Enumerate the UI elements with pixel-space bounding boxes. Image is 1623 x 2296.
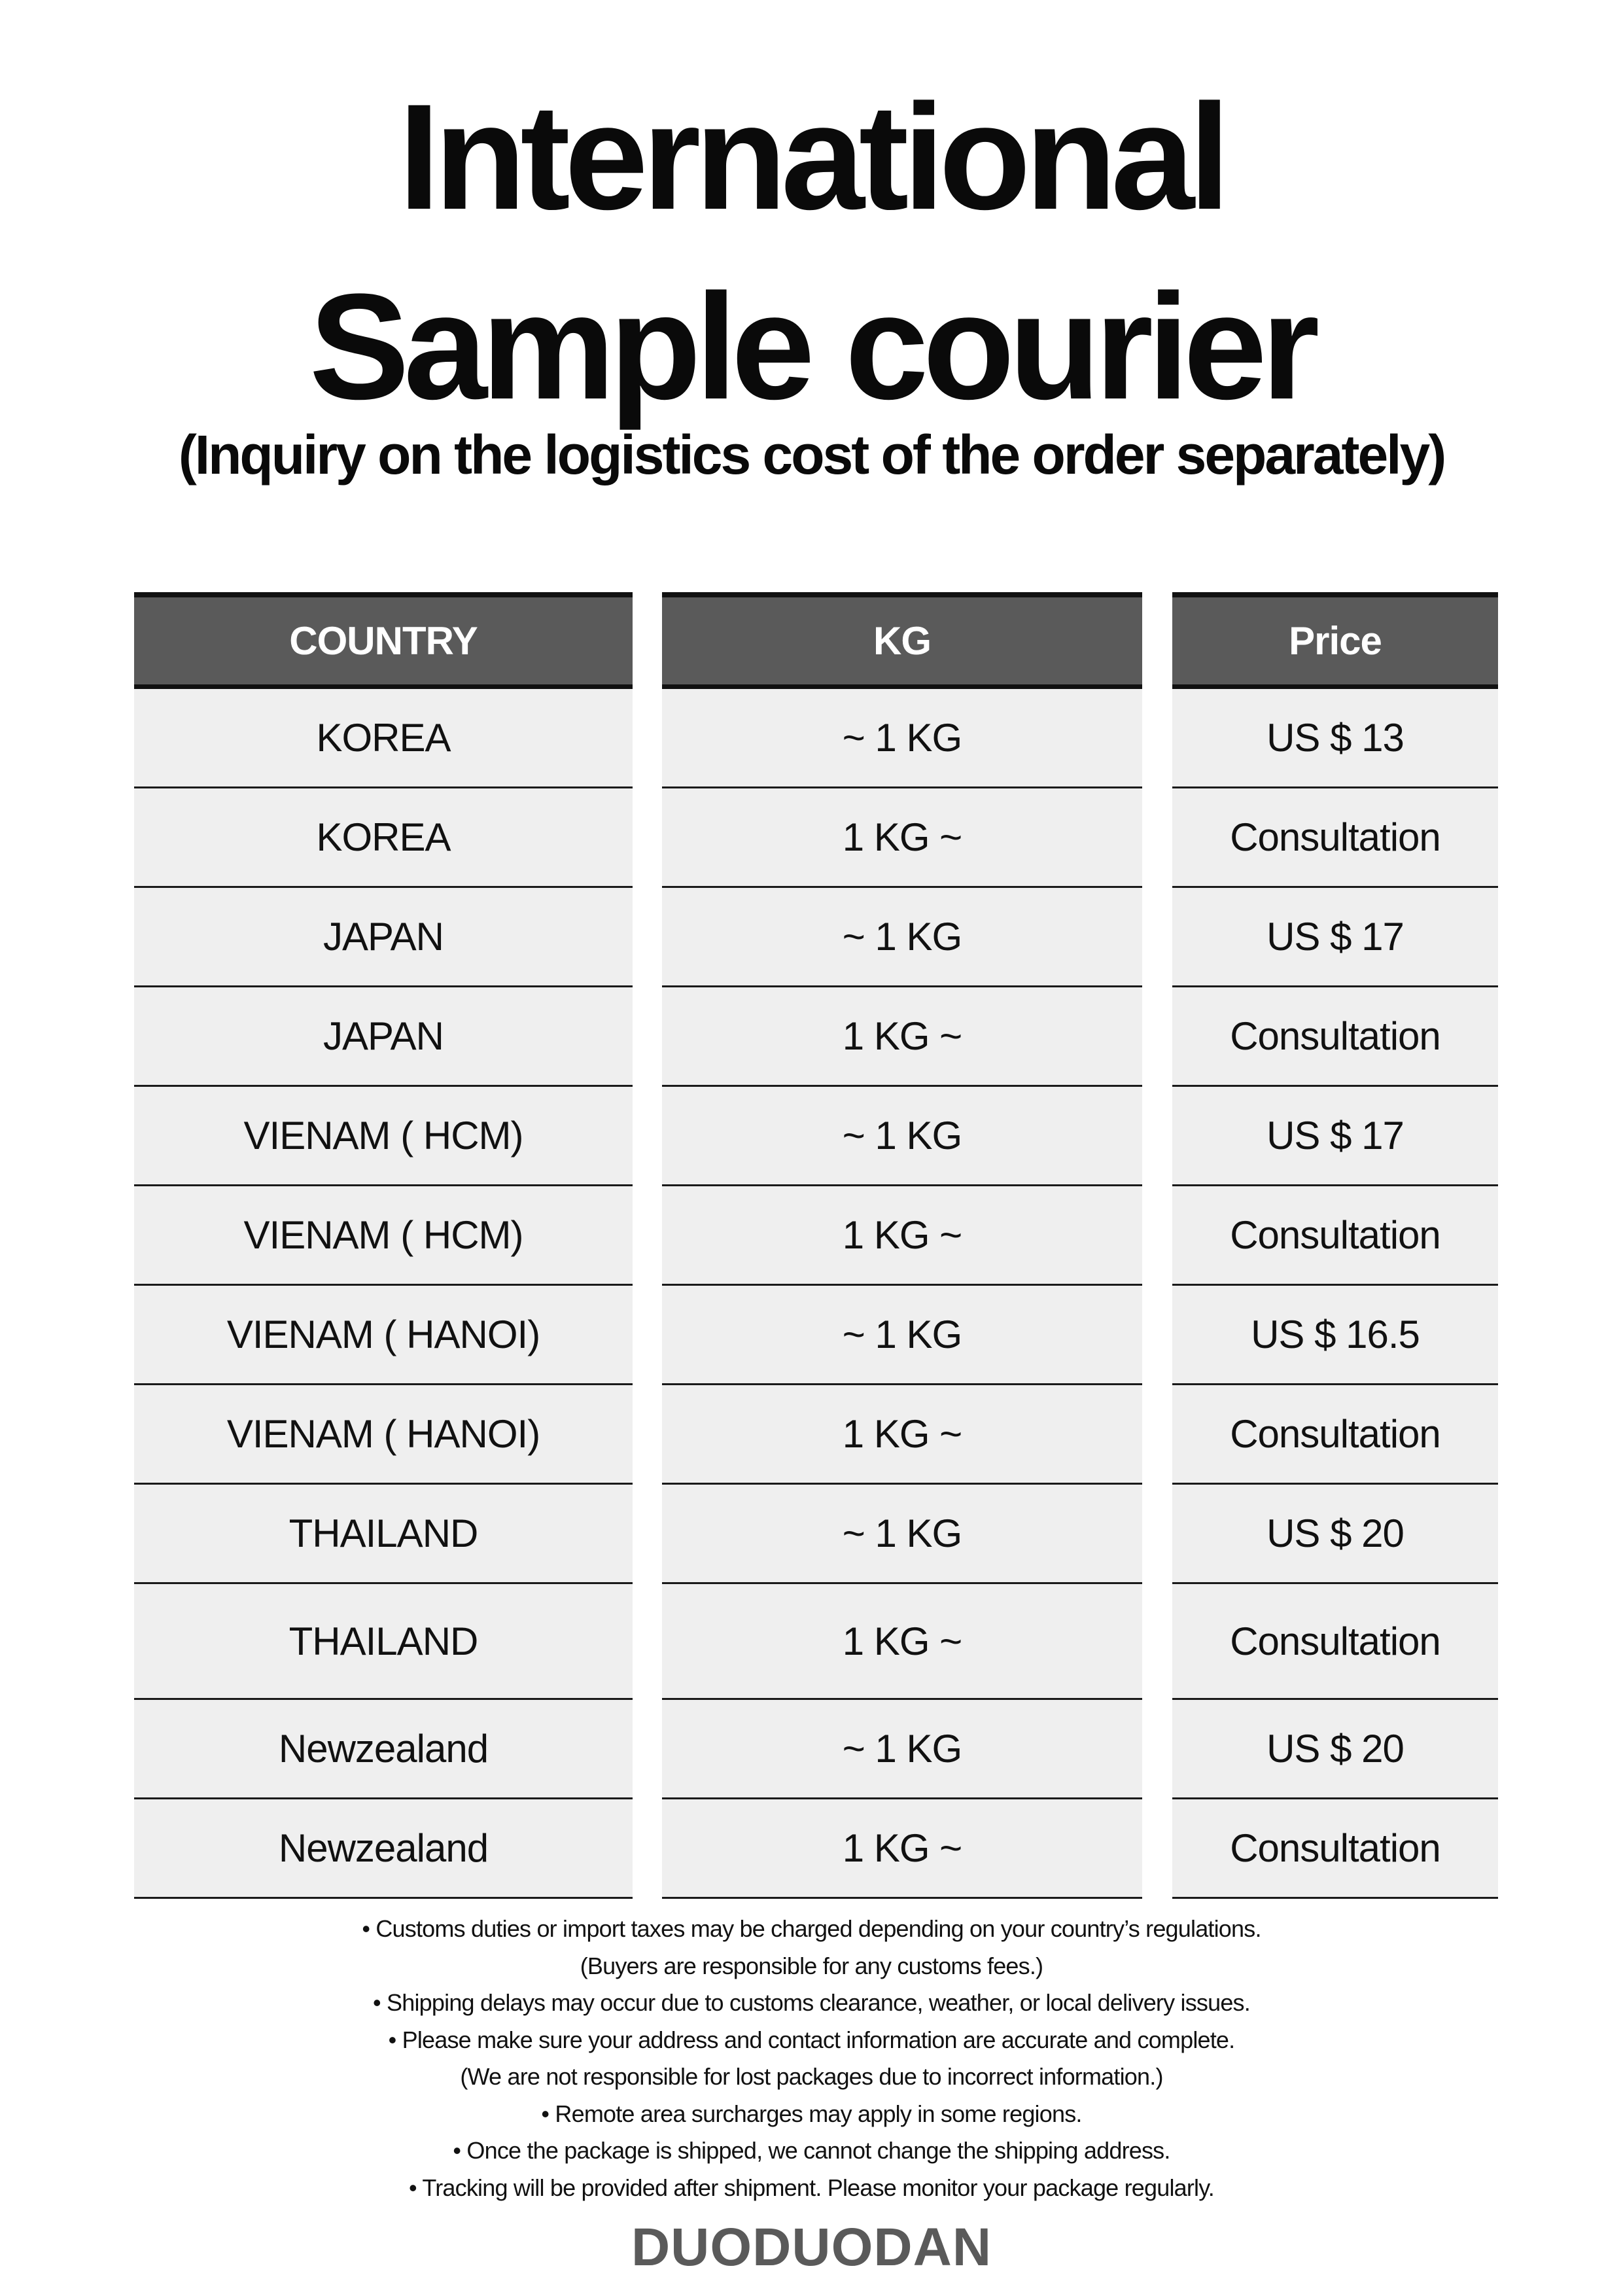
cell-price: US $ 17 [1172, 888, 1498, 987]
note-line: • Once the package is shipped, we cannot change the shipping address. [453, 2137, 1170, 2164]
cell-price: Consultation [1172, 1186, 1498, 1286]
cell-country: JAPAN [134, 987, 633, 1087]
cell-kg: 1 KG ~ [662, 1799, 1142, 1899]
cell-price: Consultation [1172, 788, 1498, 888]
cell-country: VIENAM ( HANOI) [134, 1385, 633, 1485]
brand-logo: DUODUODAN [631, 2217, 992, 2277]
cell-country: THAILAND [134, 1485, 633, 1584]
cell-kg: 1 KG ~ [662, 1584, 1142, 1700]
note-line: • Customs duties or import taxes may be charged depending on your country’s regulations. [362, 1915, 1261, 1942]
cell-price: Consultation [1172, 1385, 1498, 1485]
title-line-1: International [398, 73, 1225, 241]
country-column [134, 592, 633, 1899]
note-line: • Tracking will be provided after shipment. Please monitor your package regularly. [409, 2174, 1214, 2201]
cell-country: VIENAM ( HCM) [134, 1087, 633, 1186]
cell-kg: ~ 1 KG [662, 689, 1142, 788]
cell-kg: ~ 1 KG [662, 1286, 1142, 1385]
cell-country: KOREA [134, 689, 633, 788]
cell-price: US $ 16.5 [1172, 1286, 1498, 1385]
header-price: Price [1172, 592, 1498, 689]
note-line: • Remote area surcharges may apply in some regions. [541, 2100, 1082, 2127]
cell-kg: ~ 1 KG [662, 888, 1142, 987]
cell-country: KOREA [134, 788, 633, 888]
cell-country: THAILAND [134, 1584, 633, 1700]
cell-price: US $ 20 [1172, 1700, 1498, 1799]
cell-kg: 1 KG ~ [662, 1186, 1142, 1286]
cell-country: Newzealand [134, 1799, 633, 1899]
cell-kg: ~ 1 KG [662, 1087, 1142, 1186]
cell-kg: 1 KG ~ [662, 1385, 1142, 1485]
cell-country: JAPAN [134, 888, 633, 987]
cell-kg: ~ 1 KG [662, 1700, 1142, 1799]
cell-country: Newzealand [134, 1700, 633, 1799]
note-line: • Please make sure your address and contact information are accurate and complete. [388, 2026, 1235, 2053]
cell-kg: ~ 1 KG [662, 1485, 1142, 1584]
cell-country: VIENAM ( HANOI) [134, 1286, 633, 1385]
cell-price: US $ 17 [1172, 1087, 1498, 1186]
note-line: (We are not responsible for lost packages due to incorrect information.) [460, 2063, 1163, 2090]
notes-list [0, 1911, 1623, 2206]
note-line: • Shipping delays may occur due to customs clearance, weather, or local delivery issues. [373, 1989, 1250, 2016]
cell-kg: 1 KG ~ [662, 987, 1142, 1087]
cell-price: Consultation [1172, 987, 1498, 1087]
subtitle: (Inquiry on the logistics cost of the order separately) [178, 424, 1445, 486]
price-column [1172, 592, 1498, 1899]
header-country: COUNTRY [134, 592, 633, 689]
cell-price: Consultation [1172, 1799, 1498, 1899]
cell-kg: 1 KG ~ [662, 788, 1142, 888]
cell-price: US $ 20 [1172, 1485, 1498, 1584]
header-kg: KG [662, 592, 1142, 689]
title-line-2: Sample courier [309, 262, 1314, 431]
cell-price: Consultation [1172, 1584, 1498, 1700]
cell-country: VIENAM ( HCM) [134, 1186, 633, 1286]
note-line: (Buyers are responsible for any customs fees.) [580, 1952, 1043, 1979]
kg-column [662, 592, 1142, 1899]
cell-price: US $ 13 [1172, 689, 1498, 788]
